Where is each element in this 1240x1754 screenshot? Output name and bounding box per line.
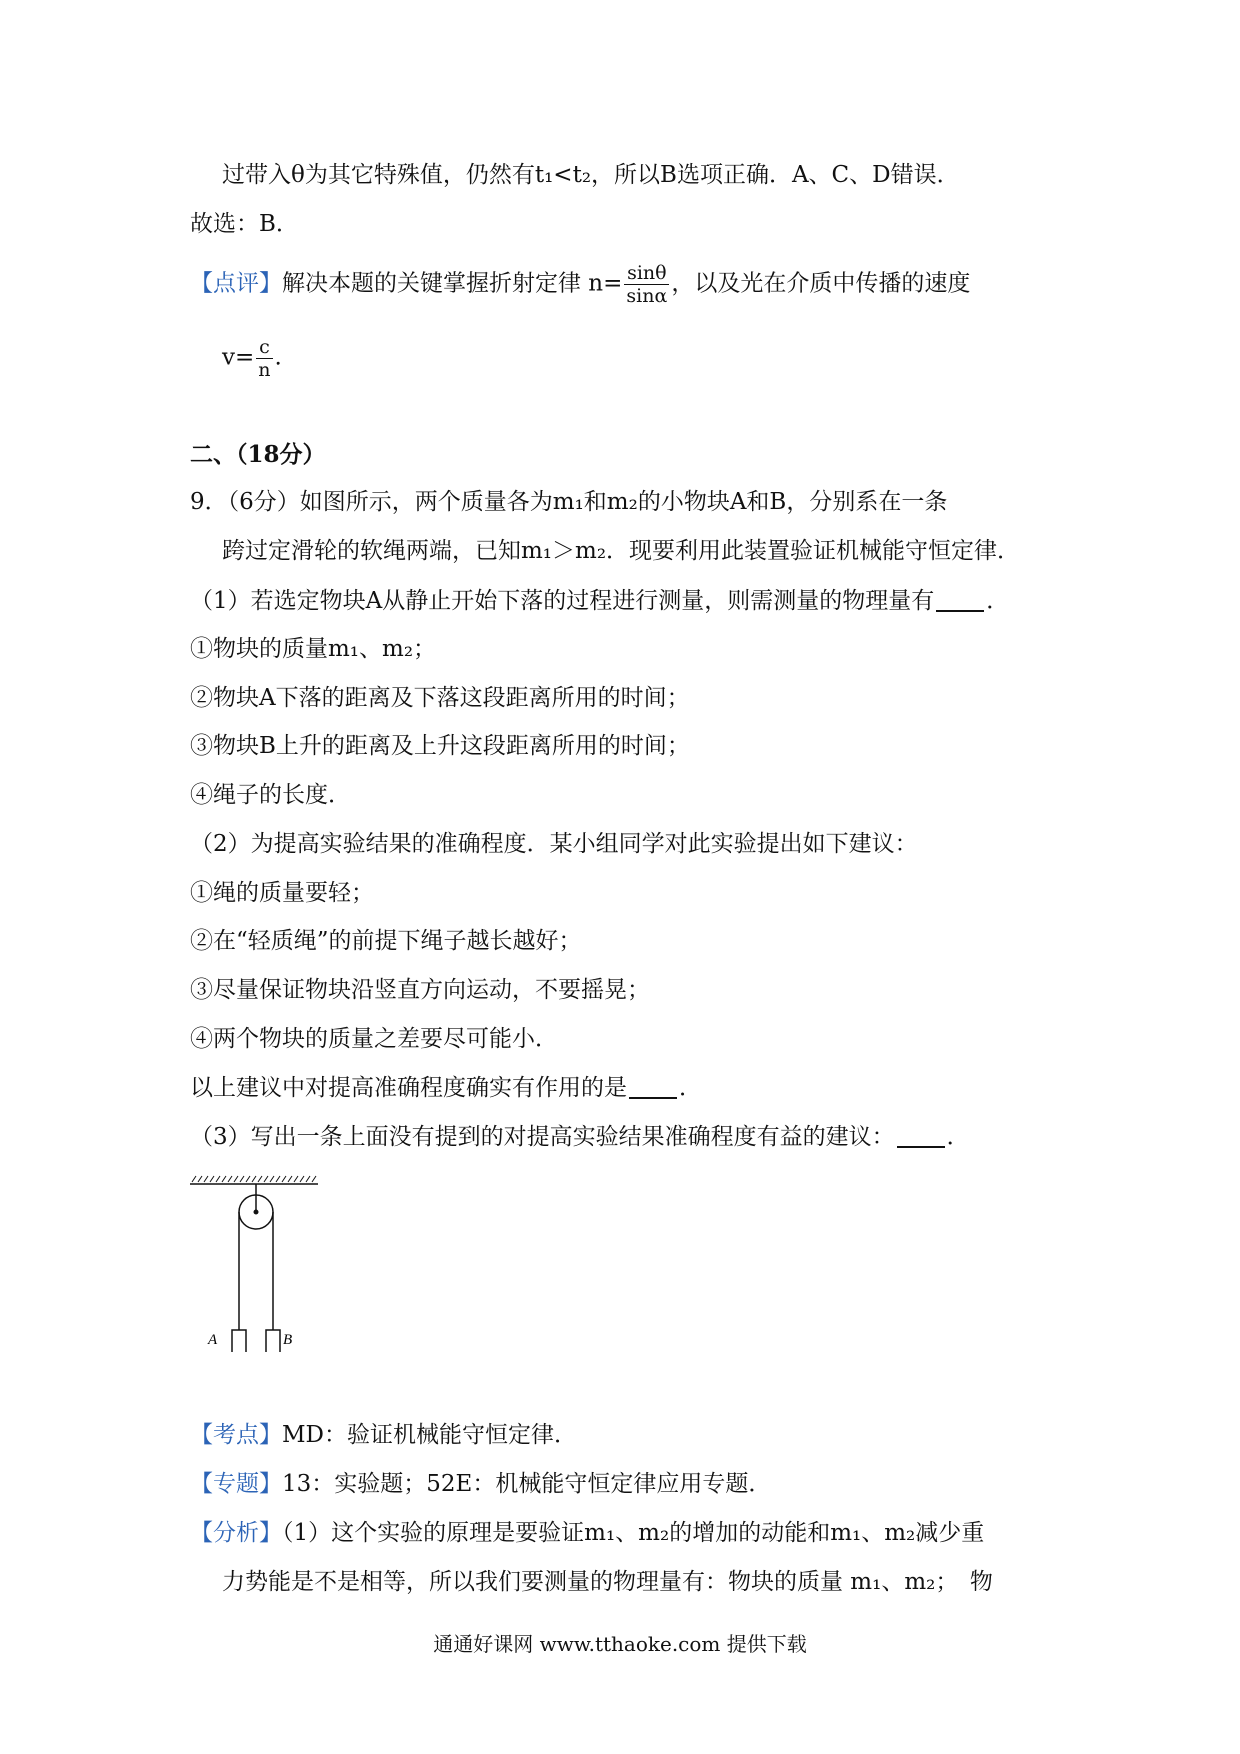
pulley-figure <box>190 1172 330 1352</box>
text-line: 过带入θ为其它特殊值，仍然有t₁<t₂，所以B选项正确．A、C、D错误． <box>222 162 960 188</box>
answer-blank <box>897 1124 945 1148</box>
option-1: ①物块的质量m₁、m₂； <box>190 636 437 662</box>
label-a: A <box>208 1332 218 1348</box>
part-3-question <box>190 1122 970 1152</box>
option-4: ④绳子的长度． <box>190 782 351 808</box>
option-3: ③物块B上升的距离及上升这段距离所用的时间； <box>190 733 690 759</box>
suggestion-question-end: ． <box>679 1075 702 1101</box>
option-2: ②物块A下落的距离及下落这段距离所用的时间； <box>190 685 690 711</box>
part-1-text: （1）若选定物块A从静止开始下落的过程进行测量，则需测量的物理量有 <box>190 588 935 614</box>
section-title: 二、（18分） <box>190 441 326 468</box>
velocity-line <box>222 336 282 381</box>
answer-blank <box>936 588 984 612</box>
velocity-fraction <box>256 336 272 381</box>
review-tag: 【点评】 <box>190 270 282 297</box>
fraction-numerator: sinθ <box>624 262 669 285</box>
text-line: 故选：B． <box>190 211 299 237</box>
fenxi-tag: 【分析】 <box>190 1520 282 1546</box>
page-footer: 通通好课网 www.tthaoke.com 提供下载 <box>433 1632 807 1656</box>
fenxi-line-2: 力势能是不是相等，所以我们要测量的物理量有：物块的质量 m₁、m₂； 物 <box>222 1569 993 1595</box>
question-9-line-1: 9．（6分）如图所示，两个质量各为m₁和m₂的小物块A和B，分别系在一条 <box>190 489 948 515</box>
label-b: B <box>283 1332 293 1348</box>
block-a <box>232 1330 246 1352</box>
part-1-end: ． <box>986 588 1010 614</box>
block-b <box>266 1330 280 1352</box>
question-9-line-2: 跨过定滑轮的软绳两端，已知m₁＞m₂．现要利用此装置验证机械能守恒定律． <box>222 538 1021 564</box>
review-after: ，以及光在介质中传播的速度 <box>671 270 971 297</box>
snell-fraction <box>624 262 669 307</box>
part-3-text: （3）写出一条上面没有提到的对提高实验结果准确程度有益的建议： <box>190 1124 895 1150</box>
part-3-end: ． <box>946 1124 970 1150</box>
suggestion-question-text: 以上建议中对提高准确程度确实有作用的是 <box>190 1075 627 1101</box>
suggestion-4: ④两个物块的质量之差要尽可能小． <box>190 1026 558 1052</box>
suggestion-1: ①绳的质量要轻； <box>190 880 374 906</box>
suggestion-2: ②在“轻质绳”的前提下绳子越长越好； <box>190 928 582 954</box>
zhuanti-text: 13：实验题；52E：机械能守恒定律应用专题． <box>282 1471 772 1497</box>
suggestion-question <box>190 1073 702 1103</box>
ceiling-hatch <box>190 1176 318 1184</box>
suggestion-3: ③尽量保证物块沿竖直方向运动，不要摇晃； <box>190 977 650 1003</box>
fraction-numerator: c <box>256 336 272 359</box>
review-text: 解决本题的关键掌握折射定律 n= <box>282 270 623 297</box>
review-line <box>190 262 970 307</box>
fenxi-line-1 <box>190 1518 984 1548</box>
v-suffix: . <box>274 344 282 371</box>
part-1-question <box>190 586 1009 616</box>
kaodian-tag: 【考点】 <box>190 1422 282 1448</box>
zhuanti-tag: 【专题】 <box>190 1471 282 1497</box>
kaodian-text: MD：验证机械能守恒定律． <box>282 1422 577 1448</box>
kaodian-line <box>190 1420 577 1450</box>
answer-blank <box>629 1075 677 1099</box>
zhuanti-line <box>190 1469 771 1499</box>
fraction-denominator: n <box>258 359 271 381</box>
v-prefix: v= <box>222 344 255 371</box>
part-2-question: （2）为提高实验结果的准确程度．某小组同学对此实验提出如下建议： <box>190 831 918 857</box>
pulley-axle <box>254 1210 259 1215</box>
fenxi-text: （1）这个实验的原理是要验证m₁、m₂的增加的动能和m₁、m₂减少重 <box>282 1520 985 1546</box>
fraction-denominator: sinα <box>626 285 668 307</box>
